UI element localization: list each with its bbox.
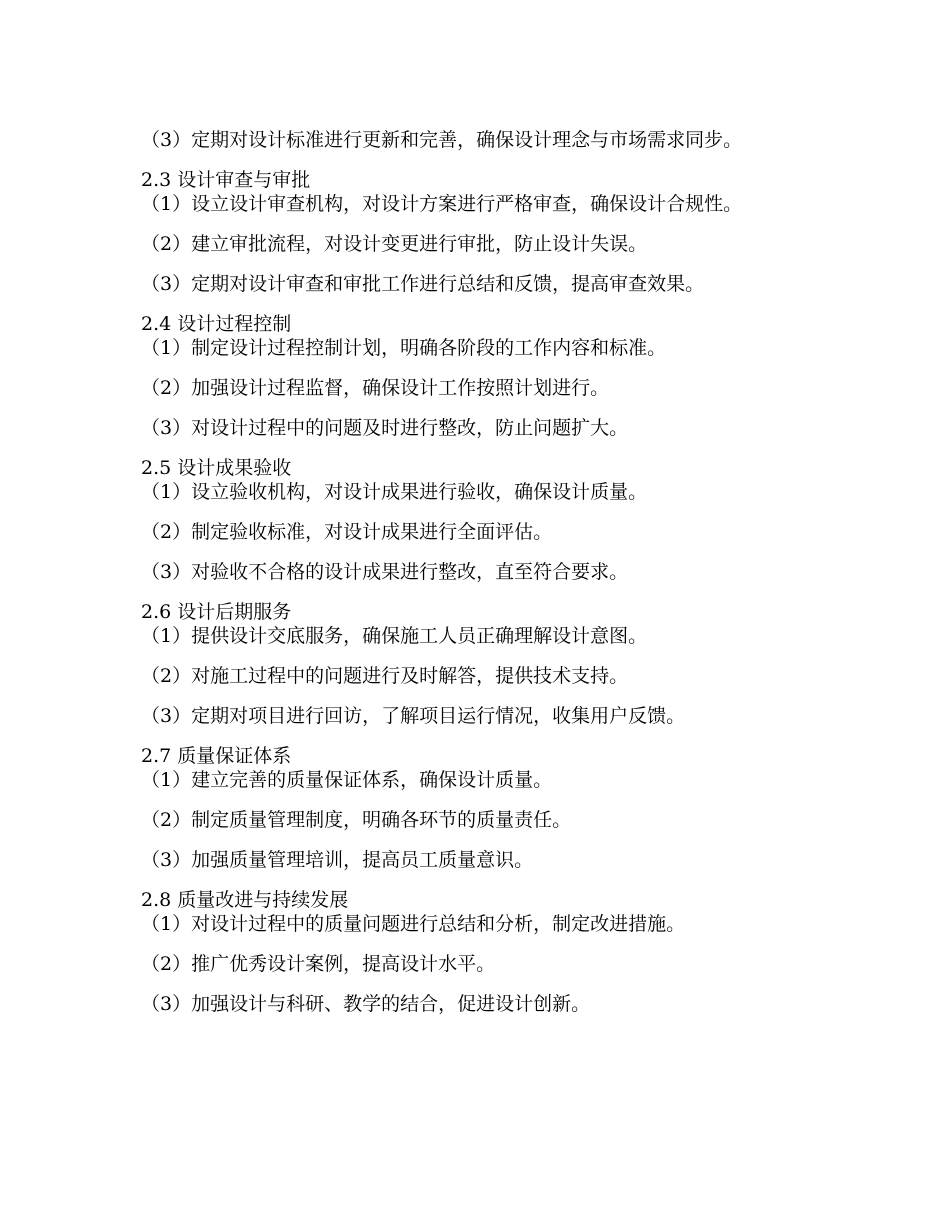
section-heading: 2.7 质量保证体系 [141, 745, 292, 767]
section-item: （1）对设计过程中的质量问题进行总结和分析，制定改进措施。 [141, 913, 686, 935]
section-item: （2）对施工过程中的问题进行及时解答，提供技术支持。 [141, 665, 629, 687]
section-item: （3）定期对项目进行回访，了解项目运行情况，收集用户反馈。 [141, 705, 686, 727]
section-item: （3）加强质量管理培训，提高员工质量意识。 [141, 849, 534, 871]
section-item: （3）定期对设计审查和审批工作进行总结和反馈，提高审查效果。 [141, 273, 705, 295]
section-item: （2）建立审批流程，对设计变更进行审批，防止设计失误。 [141, 233, 648, 255]
section-item: （2）加强设计过程监督，确保设计工作按照计划进行。 [141, 377, 610, 399]
section-item: （1）设立设计审查机构，对设计方案进行严格审查，确保设计合规性。 [141, 193, 743, 215]
section-item: （1）建立完善的质量保证体系，确保设计质量。 [141, 769, 553, 791]
section-item: （1）设立验收机构，对设计成果进行验收，确保设计质量。 [141, 481, 648, 503]
section-2-3 [141, 168, 791, 296]
section-item: （2）制定验收标准，对设计成果进行全面评估。 [141, 521, 553, 543]
section-heading: 2.3 设计审查与审批 [141, 169, 311, 191]
section-heading: 2.8 质量改进与持续发展 [141, 889, 349, 911]
section-item: （1）制定设计过程控制计划，明确各阶段的工作内容和标准。 [141, 337, 667, 359]
section-item: （3）对验收不合格的设计成果进行整改，直至符合要求。 [141, 561, 629, 583]
section-2-7 [141, 744, 791, 872]
section-item: （3）对设计过程中的问题及时进行整改，防止问题扩大。 [141, 417, 629, 439]
section-heading: 2.5 设计成果验收 [141, 457, 292, 479]
document-body [141, 128, 791, 1032]
section-2-4 [141, 312, 791, 440]
section-item: （2）推广优秀设计案例，提高设计水平。 [141, 953, 496, 975]
section-item: （1）提供设计交底服务，确保施工人员正确理解设计意图。 [141, 625, 648, 647]
intro-paragraph: （3）定期对设计标准进行更新和完善，确保设计理念与市场需求同步。 [141, 129, 743, 151]
section-item: （3）加强设计与科研、教学的结合，促进设计创新。 [141, 993, 591, 1015]
section-2-8 [141, 888, 791, 1016]
section-2-5 [141, 456, 791, 584]
section-2-6 [141, 600, 791, 728]
section-item: （2）制定质量管理制度，明确各环节的质量责任。 [141, 809, 572, 831]
section-heading: 2.6 设计后期服务 [141, 601, 292, 623]
section-heading: 2.4 设计过程控制 [141, 313, 292, 335]
